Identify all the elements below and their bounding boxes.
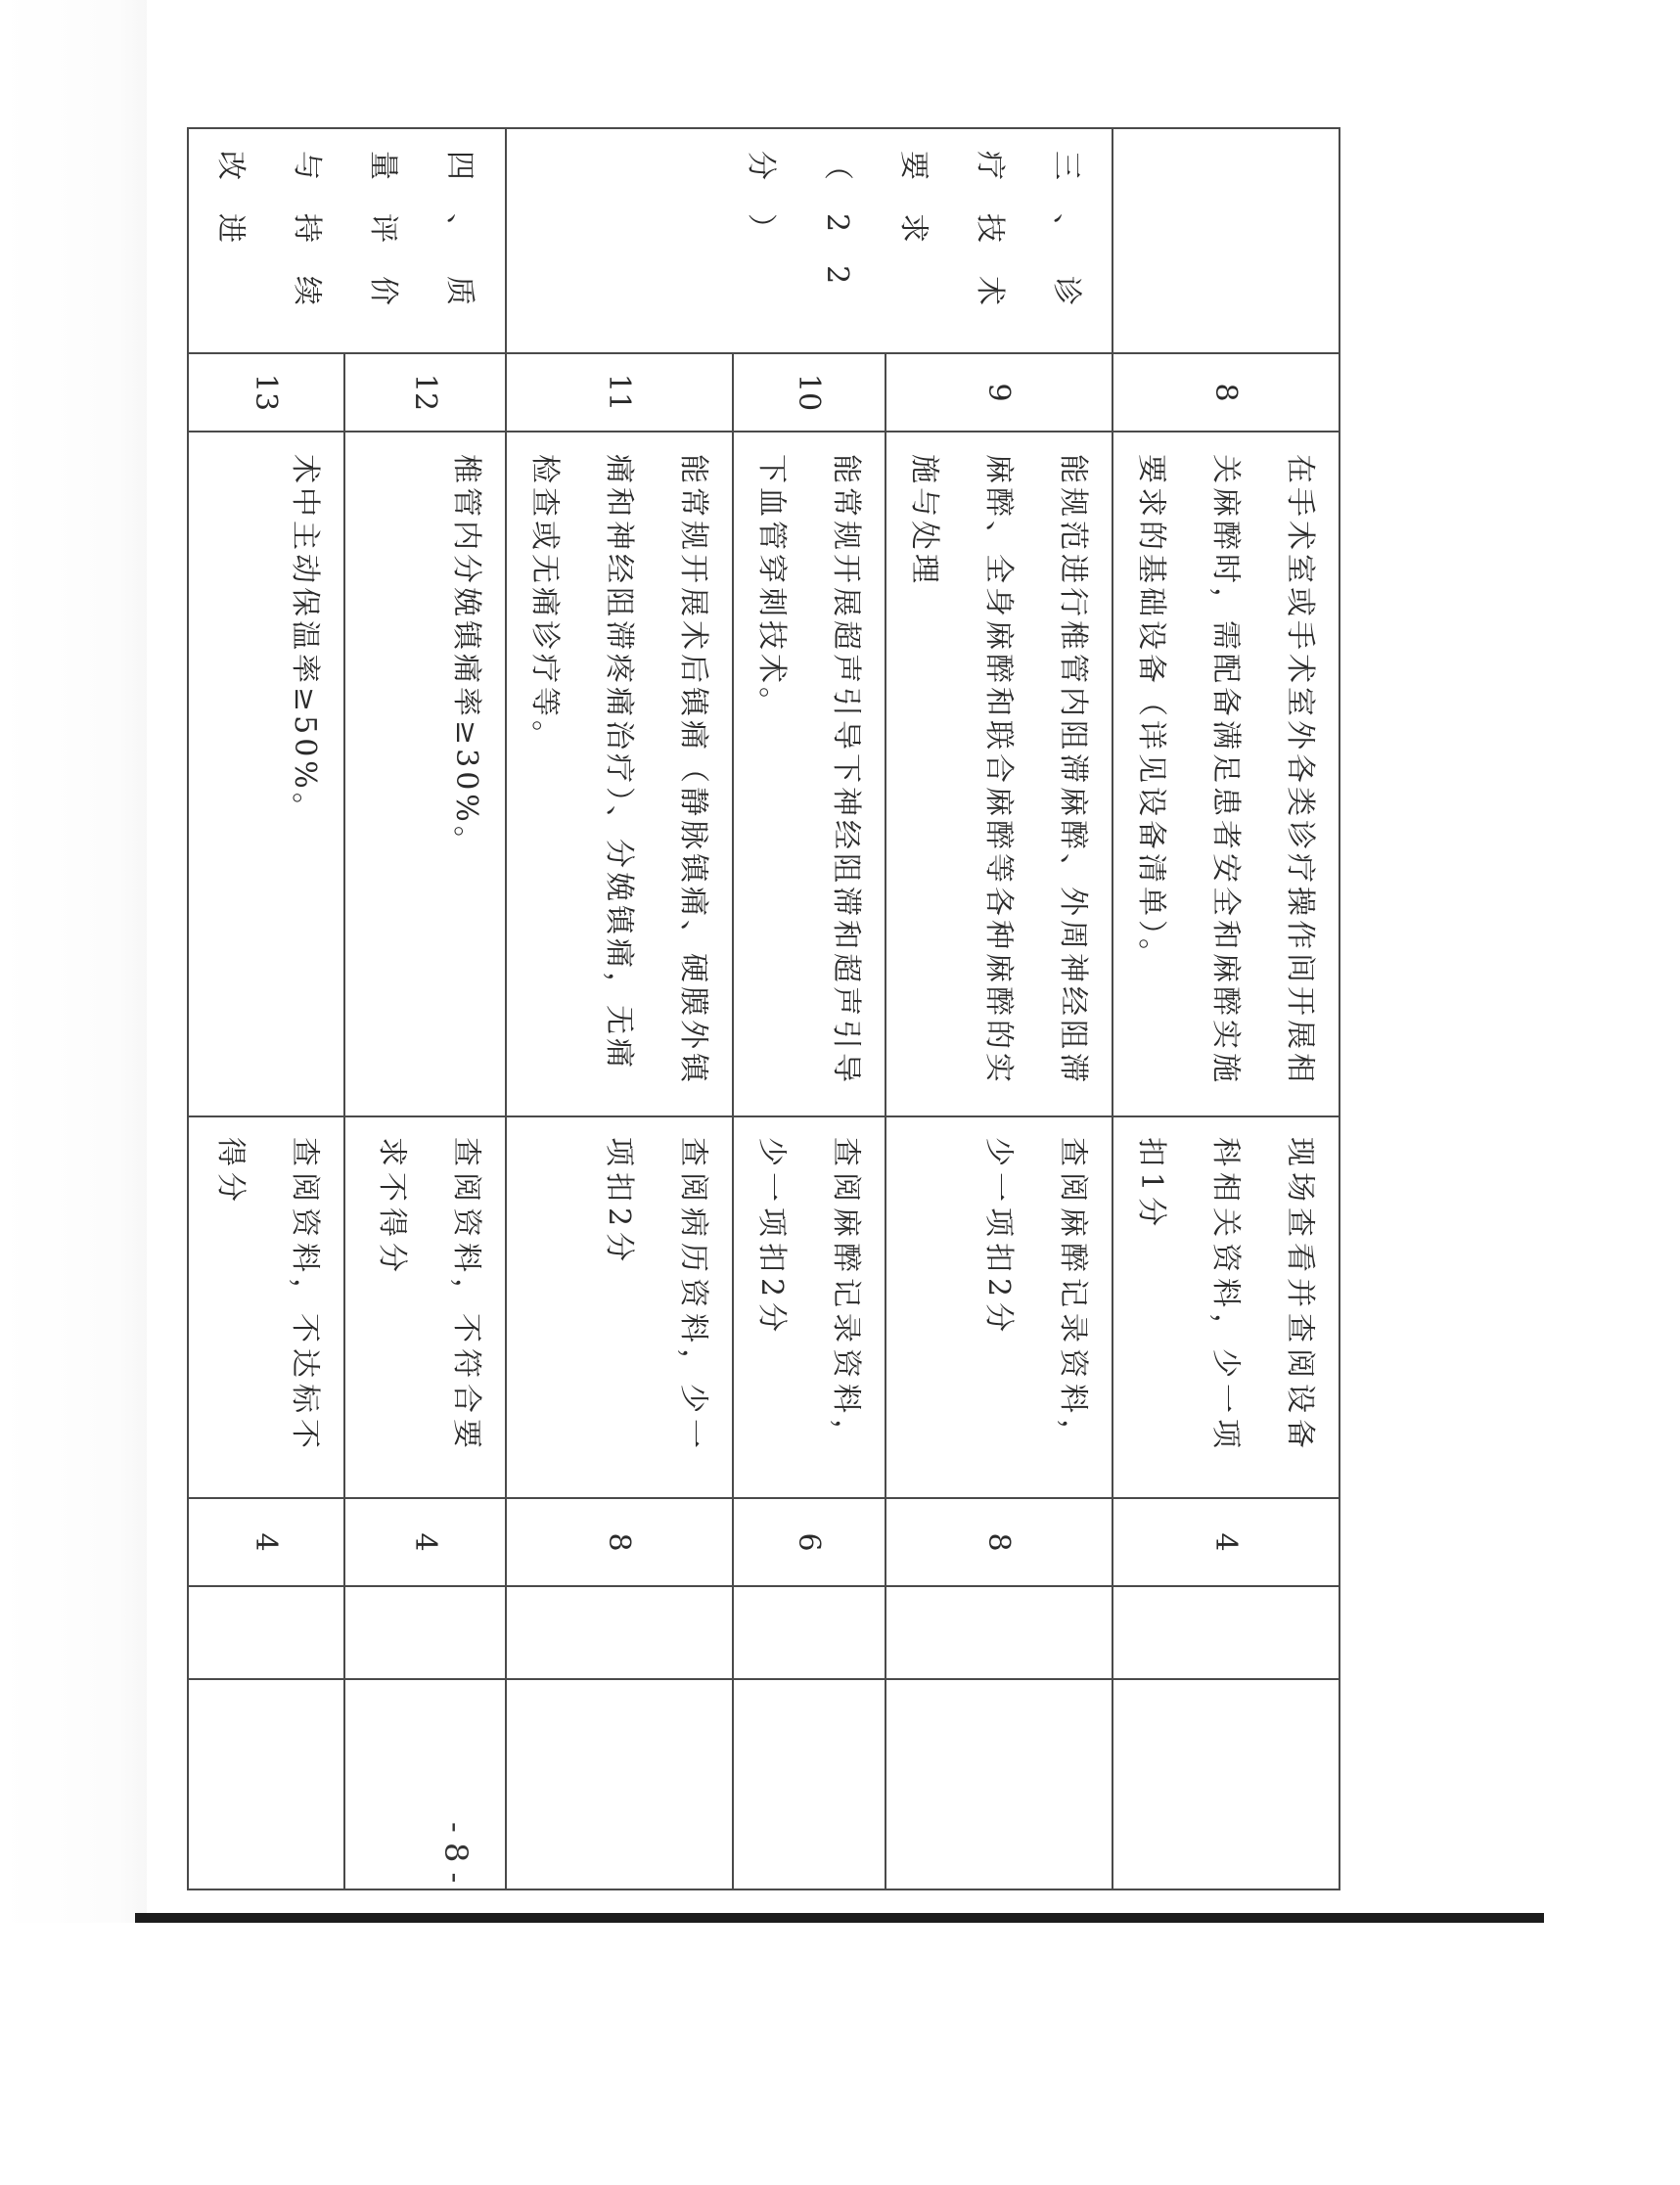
item-number-cell: 13 bbox=[188, 353, 344, 432]
blank-cell bbox=[885, 1586, 1112, 1679]
assessment-method-cell: 现场查看并查阅设备科相关资料，少一项扣1分 bbox=[1112, 1116, 1339, 1498]
assessment-method-cell: 查阅资料，不达标不得分 bbox=[188, 1116, 344, 1498]
requirement-cell: 椎管内分娩镇痛率≥30%。 bbox=[344, 432, 506, 1116]
blank-cell bbox=[188, 1586, 344, 1679]
category-cell: 三、诊疗技术要求（22分） bbox=[506, 128, 1112, 353]
blank-cell bbox=[1112, 1679, 1339, 1889]
item-number-cell: 12 bbox=[344, 353, 506, 432]
blank-cell bbox=[733, 1586, 885, 1679]
category-cell: 四、质量评价与持续改进 bbox=[188, 128, 506, 353]
blank-cell bbox=[506, 1679, 733, 1889]
score-cell: 6 bbox=[733, 1498, 885, 1586]
category-cell bbox=[1112, 128, 1339, 353]
item-number-cell: 8 bbox=[1112, 353, 1339, 432]
blank-cell bbox=[1112, 1586, 1339, 1679]
blank-cell bbox=[344, 1586, 506, 1679]
table-row bbox=[506, 128, 733, 1889]
score-cell: 4 bbox=[344, 1498, 506, 1586]
item-number-cell: 10 bbox=[733, 353, 885, 432]
blank-cell bbox=[733, 1679, 885, 1889]
assessment-method-cell: 查阅麻醉记录资料，少一项扣2分 bbox=[733, 1116, 885, 1498]
rotated-page-content bbox=[213, 127, 1340, 1957]
assessment-method-cell: 查阅麻醉记录资料，少一项扣2分 bbox=[885, 1116, 1112, 1498]
blank-cell bbox=[188, 1679, 344, 1889]
table-row bbox=[885, 128, 1112, 1889]
table-row bbox=[188, 128, 344, 1889]
score-cell: 4 bbox=[1112, 1498, 1339, 1586]
scan-left-margin bbox=[0, 0, 147, 2185]
table-row bbox=[344, 128, 506, 1889]
blank-cell bbox=[506, 1586, 733, 1679]
score-cell: 8 bbox=[506, 1498, 733, 1586]
assessment-method-cell: 查阅资料，不符合要求不得分 bbox=[344, 1116, 506, 1498]
page-number: - 8 - bbox=[437, 1822, 475, 1884]
assessment-method-cell: 查阅病历资料，少一项扣2分 bbox=[506, 1116, 733, 1498]
table-row bbox=[1112, 128, 1339, 1889]
requirement-cell: 能常规开展术后镇痛（静脉镇痛、硬膜外镇痛和神经阻滞疼痛治疗）、分娩镇痛，无痛检查或无痛诊疗等。 bbox=[506, 432, 733, 1116]
item-number-cell: 11 bbox=[506, 353, 733, 432]
score-cell: 8 bbox=[885, 1498, 1112, 1586]
scan-bottom-margin bbox=[0, 1923, 1680, 2185]
item-number-cell: 9 bbox=[885, 353, 1112, 432]
requirement-cell: 术中主动保温率≥50%。 bbox=[188, 432, 344, 1116]
table-row bbox=[733, 128, 885, 1889]
requirement-cell: 能规范进行椎管内阻滞麻醉、外周神经阻滞麻醉、全身麻醉和联合麻醉等各种麻醉的实施与处理 bbox=[885, 432, 1112, 1116]
requirement-cell: 在手术室或手术室外各类诊疗操作间开展相关麻醉时，需配备满足患者安全和麻醉实施要求的基础设备（详见设备清单）。 bbox=[1112, 432, 1339, 1116]
score-cell: 4 bbox=[188, 1498, 344, 1586]
requirement-cell: 能常规开展超声引导下神经阻滞和超声引导下血管穿刺技术。 bbox=[733, 432, 885, 1116]
blank-cell bbox=[885, 1679, 1112, 1889]
evaluation-table bbox=[187, 127, 1340, 1890]
